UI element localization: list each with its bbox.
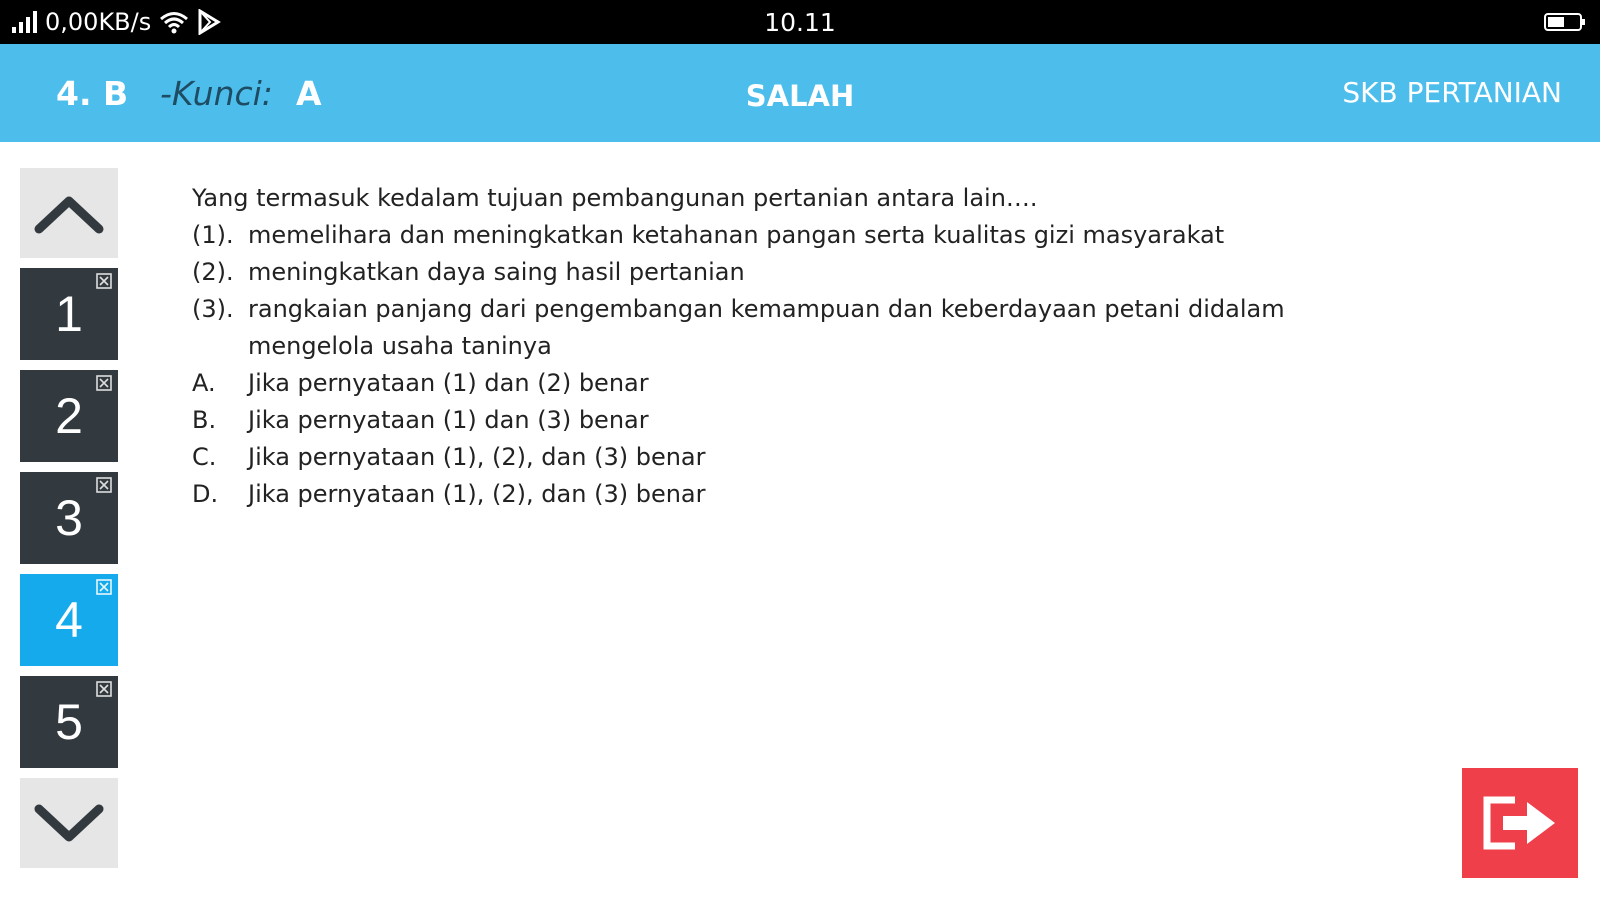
mark-icon (96, 579, 112, 595)
question-number: 4 (55, 592, 83, 648)
option-label: B. (192, 406, 217, 434)
scroll-up-button[interactable] (20, 168, 118, 258)
option-c (192, 439, 1412, 476)
statement-label: (2). (192, 258, 234, 286)
answer-key-value: A (296, 74, 322, 113)
mark-icon (96, 681, 112, 697)
chevron-down-icon (33, 801, 105, 845)
app-title: SKB PERTANIAN (1342, 76, 1562, 109)
option-text: Jika pernyataan (1), (2), dan (3) benar (248, 480, 706, 508)
option-a (192, 365, 1412, 402)
option-text: Jika pernyataan (1) dan (2) benar (248, 369, 649, 397)
statement-text: memelihara dan meningkatkan ketahanan pangan serta kualitas gizi masyarakat (248, 221, 1225, 249)
option-text: Jika pernyataan (1), (2), dan (3) benar (248, 443, 706, 471)
option-label: A. (192, 369, 216, 397)
option-label: D. (192, 480, 219, 508)
statement-2 (192, 254, 1412, 291)
statement-label: (1). (192, 221, 234, 249)
option-b (192, 402, 1412, 439)
question-number: 5 (55, 694, 83, 750)
exit-icon (1479, 790, 1561, 856)
answer-key-label: -Kunci: (160, 74, 273, 113)
exit-button[interactable] (1462, 768, 1578, 878)
mark-icon (96, 477, 112, 493)
statement-3 (192, 291, 1412, 365)
chevron-up-icon (33, 191, 105, 235)
question-number: 1 (55, 286, 83, 342)
mark-icon (96, 375, 112, 391)
question-number: 3 (55, 490, 83, 546)
mark-icon (96, 273, 112, 289)
question-button-4[interactable] (20, 574, 118, 666)
network-speed: 0,00KB/s (45, 8, 152, 36)
statement-text: rangkaian panjang dari pengembangan kemampuan dan keberdayaan petani didalam mengelola usaha taninya (248, 295, 1285, 360)
question-content (192, 180, 1412, 513)
statement-text: meningkatkan daya saing hasil pertanian (248, 258, 745, 286)
result-status: SALAH (745, 79, 855, 113)
question-button-3[interactable] (20, 472, 118, 564)
scroll-down-button[interactable] (20, 778, 118, 868)
status-bar (0, 0, 1600, 44)
question-button-2[interactable] (20, 370, 118, 462)
question-stem: Yang termasuk kedalam tujuan pembangunan pertanian antara lain…. (192, 184, 1038, 212)
option-d (192, 476, 1412, 513)
statement-1 (192, 217, 1412, 254)
option-label: C. (192, 443, 217, 471)
statement-label: (3). (192, 295, 234, 323)
battery-icon (1544, 13, 1586, 31)
question-number: 2 (55, 388, 83, 444)
status-time: 10.11 (764, 8, 836, 37)
user-answer: 4. B (56, 74, 129, 113)
question-button-1[interactable] (20, 268, 118, 360)
question-button-5[interactable] (20, 676, 118, 768)
option-text: Jika pernyataan (1) dan (3) benar (248, 406, 649, 434)
result-header (0, 44, 1600, 142)
